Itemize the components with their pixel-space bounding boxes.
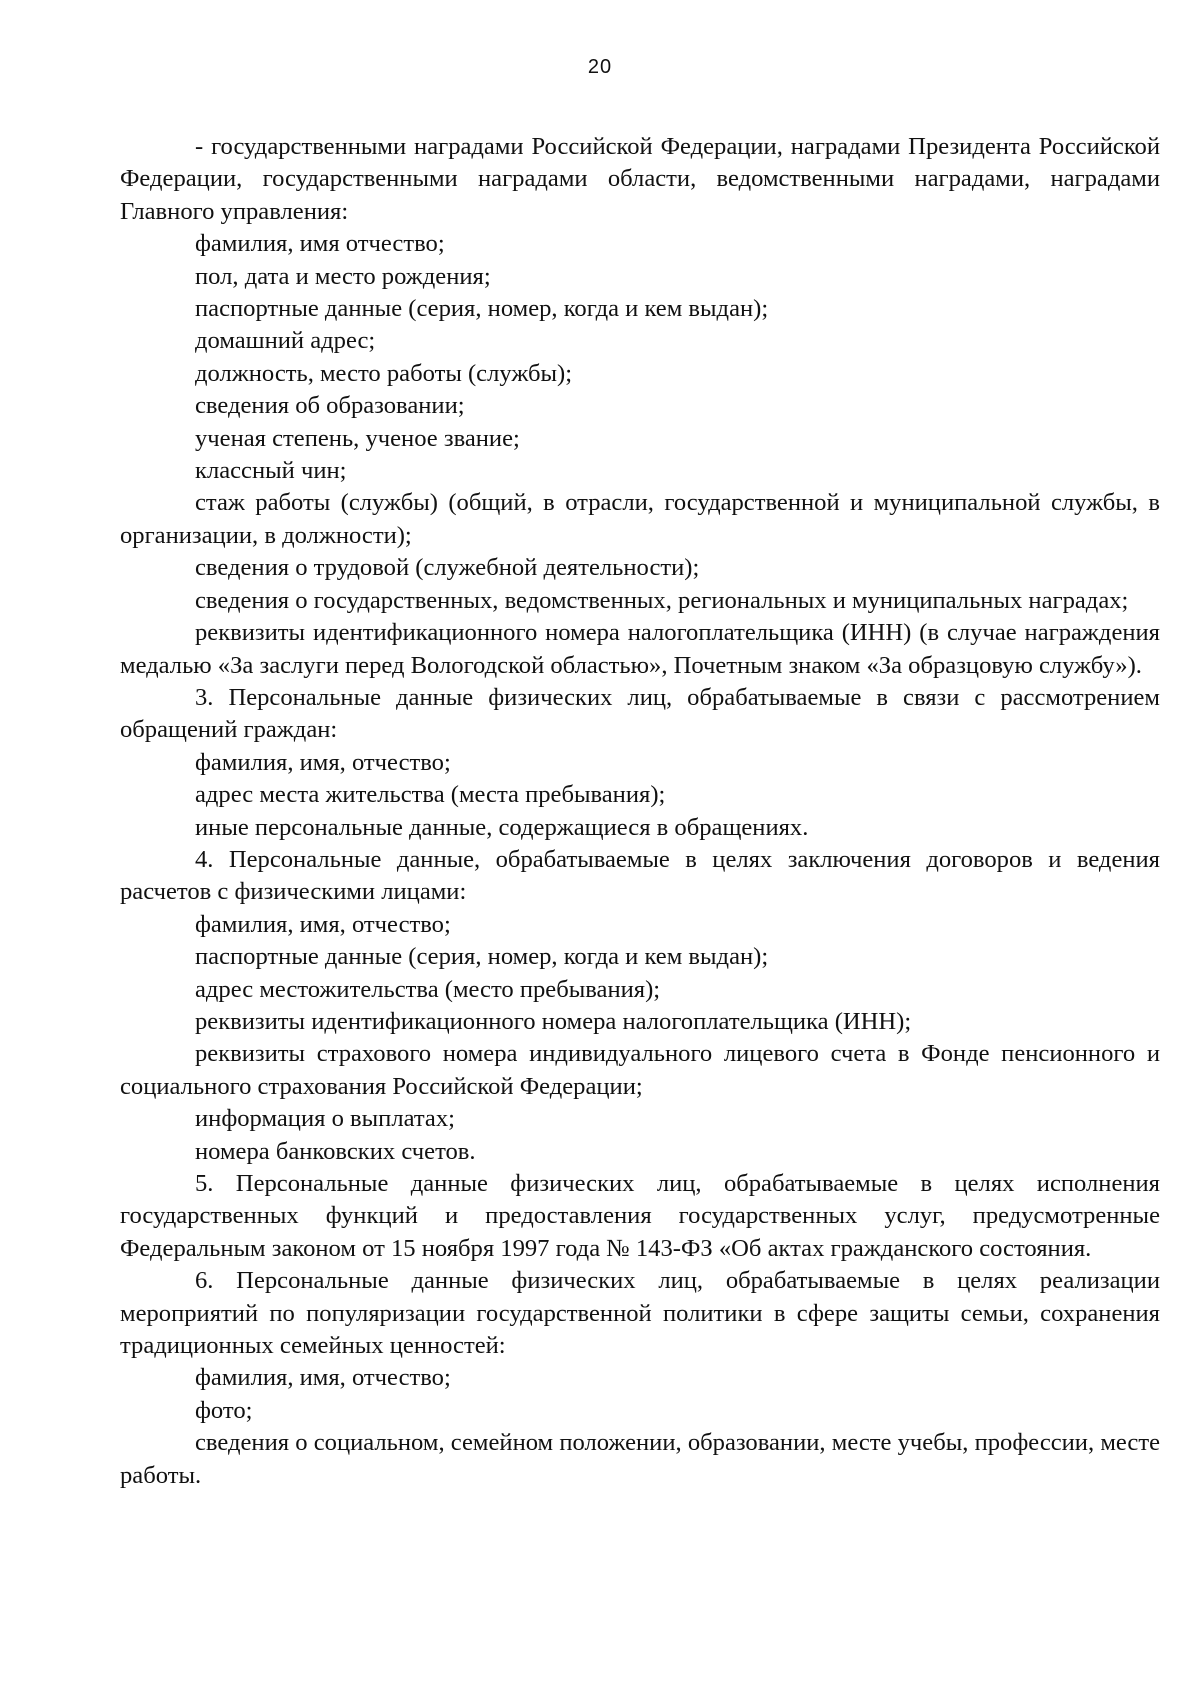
- section-paragraph: 3. Персональные данные физических лиц, обрабатываемые в связи с рассмотрением обращений граждан:: [120, 683, 1160, 744]
- section-paragraph: 4. Персональные данные, обрабатываемые в целях заключения договоров и ведения расчетов с физическими лицами:: [120, 845, 1160, 906]
- list-item: фото;: [195, 1396, 253, 1424]
- page-number: 20: [587, 56, 613, 78]
- list-item: адрес местожительства (место пребывания);: [195, 975, 661, 1003]
- list-item: сведения об образовании;: [195, 392, 465, 420]
- list-item: номера банковских счетов.: [195, 1137, 476, 1165]
- list-item: стаж работы (службы) (общий, в отрасли, государственной и муниципальной службы, в организации, в должности);: [120, 489, 1160, 549]
- list-item: фамилия, имя, отчество;: [195, 910, 451, 938]
- section-paragraph: 5. Персональные данные физических лиц, обрабатываемые в целях исполнения государственных функций и предоставления государственных услуг, предусмотренные Федеральным законом от 15 ноября 1997 года № 143-ФЗ «Об актах гражданского состояния.: [120, 1170, 1160, 1262]
- list-item: ученая степень, ученое звание;: [195, 424, 520, 452]
- list-item: сведения о социальном, семейном положении, образовании, месте учебы, профессии, месте работы.: [120, 1429, 1160, 1489]
- list-item: сведения о государственных, ведомственных, региональных и муниципальных наградах;: [195, 586, 1129, 614]
- list-item: пол, дата и место рождения;: [195, 262, 491, 290]
- list-item: реквизиты идентификационного номера налогоплательщика (ИНН);: [195, 1007, 912, 1035]
- list-item: паспортные данные (серия, номер, когда и кем выдан);: [195, 943, 769, 971]
- list-item: реквизиты страхового номера индивидуального лицевого счета в Фонде пенсионного и социального страхования Российской Федерации;: [120, 1040, 1160, 1100]
- list-item: иные персональные данные, содержащиеся в обращениях.: [195, 813, 809, 841]
- list-item: информация о выплатах;: [195, 1105, 455, 1133]
- list-item: сведения о трудовой (служебной деятельности);: [195, 554, 700, 582]
- section-paragraph: 6. Персональные данные физических лиц, обрабатываемые в целях реализации мероприятий по популяризации государственной политики в сфере защиты семьи, сохранения традиционных семейных ценностей:: [120, 1267, 1160, 1360]
- document-body: [120, 131, 1160, 1492]
- list-item: должность, место работы (службы);: [195, 359, 573, 387]
- paragraph: - государственными наградами Российской Федерации, наградами Президента Российской Федерации, государственными наградами области, ведомственными наградами, наградами Главного управления:: [120, 133, 1160, 225]
- list-item: классный чин;: [195, 457, 347, 485]
- list-item: фамилия, имя, отчество;: [195, 1364, 451, 1392]
- list-item: фамилия, имя, отчество;: [195, 748, 451, 776]
- list-item: домашний адрес;: [195, 327, 376, 355]
- list-item: адрес места жительства (места пребывания);: [195, 781, 666, 809]
- list-item: паспортные данные (серия, номер, когда и кем выдан);: [195, 295, 769, 323]
- list-item: реквизиты идентификационного номера налогоплательщика (ИНН) (в случае награждения медалью «За заслуги перед Вологодской областью», Почетным знаком «За образцовую службу»).: [120, 619, 1160, 679]
- list-item: фамилия, имя отчество;: [195, 230, 445, 258]
